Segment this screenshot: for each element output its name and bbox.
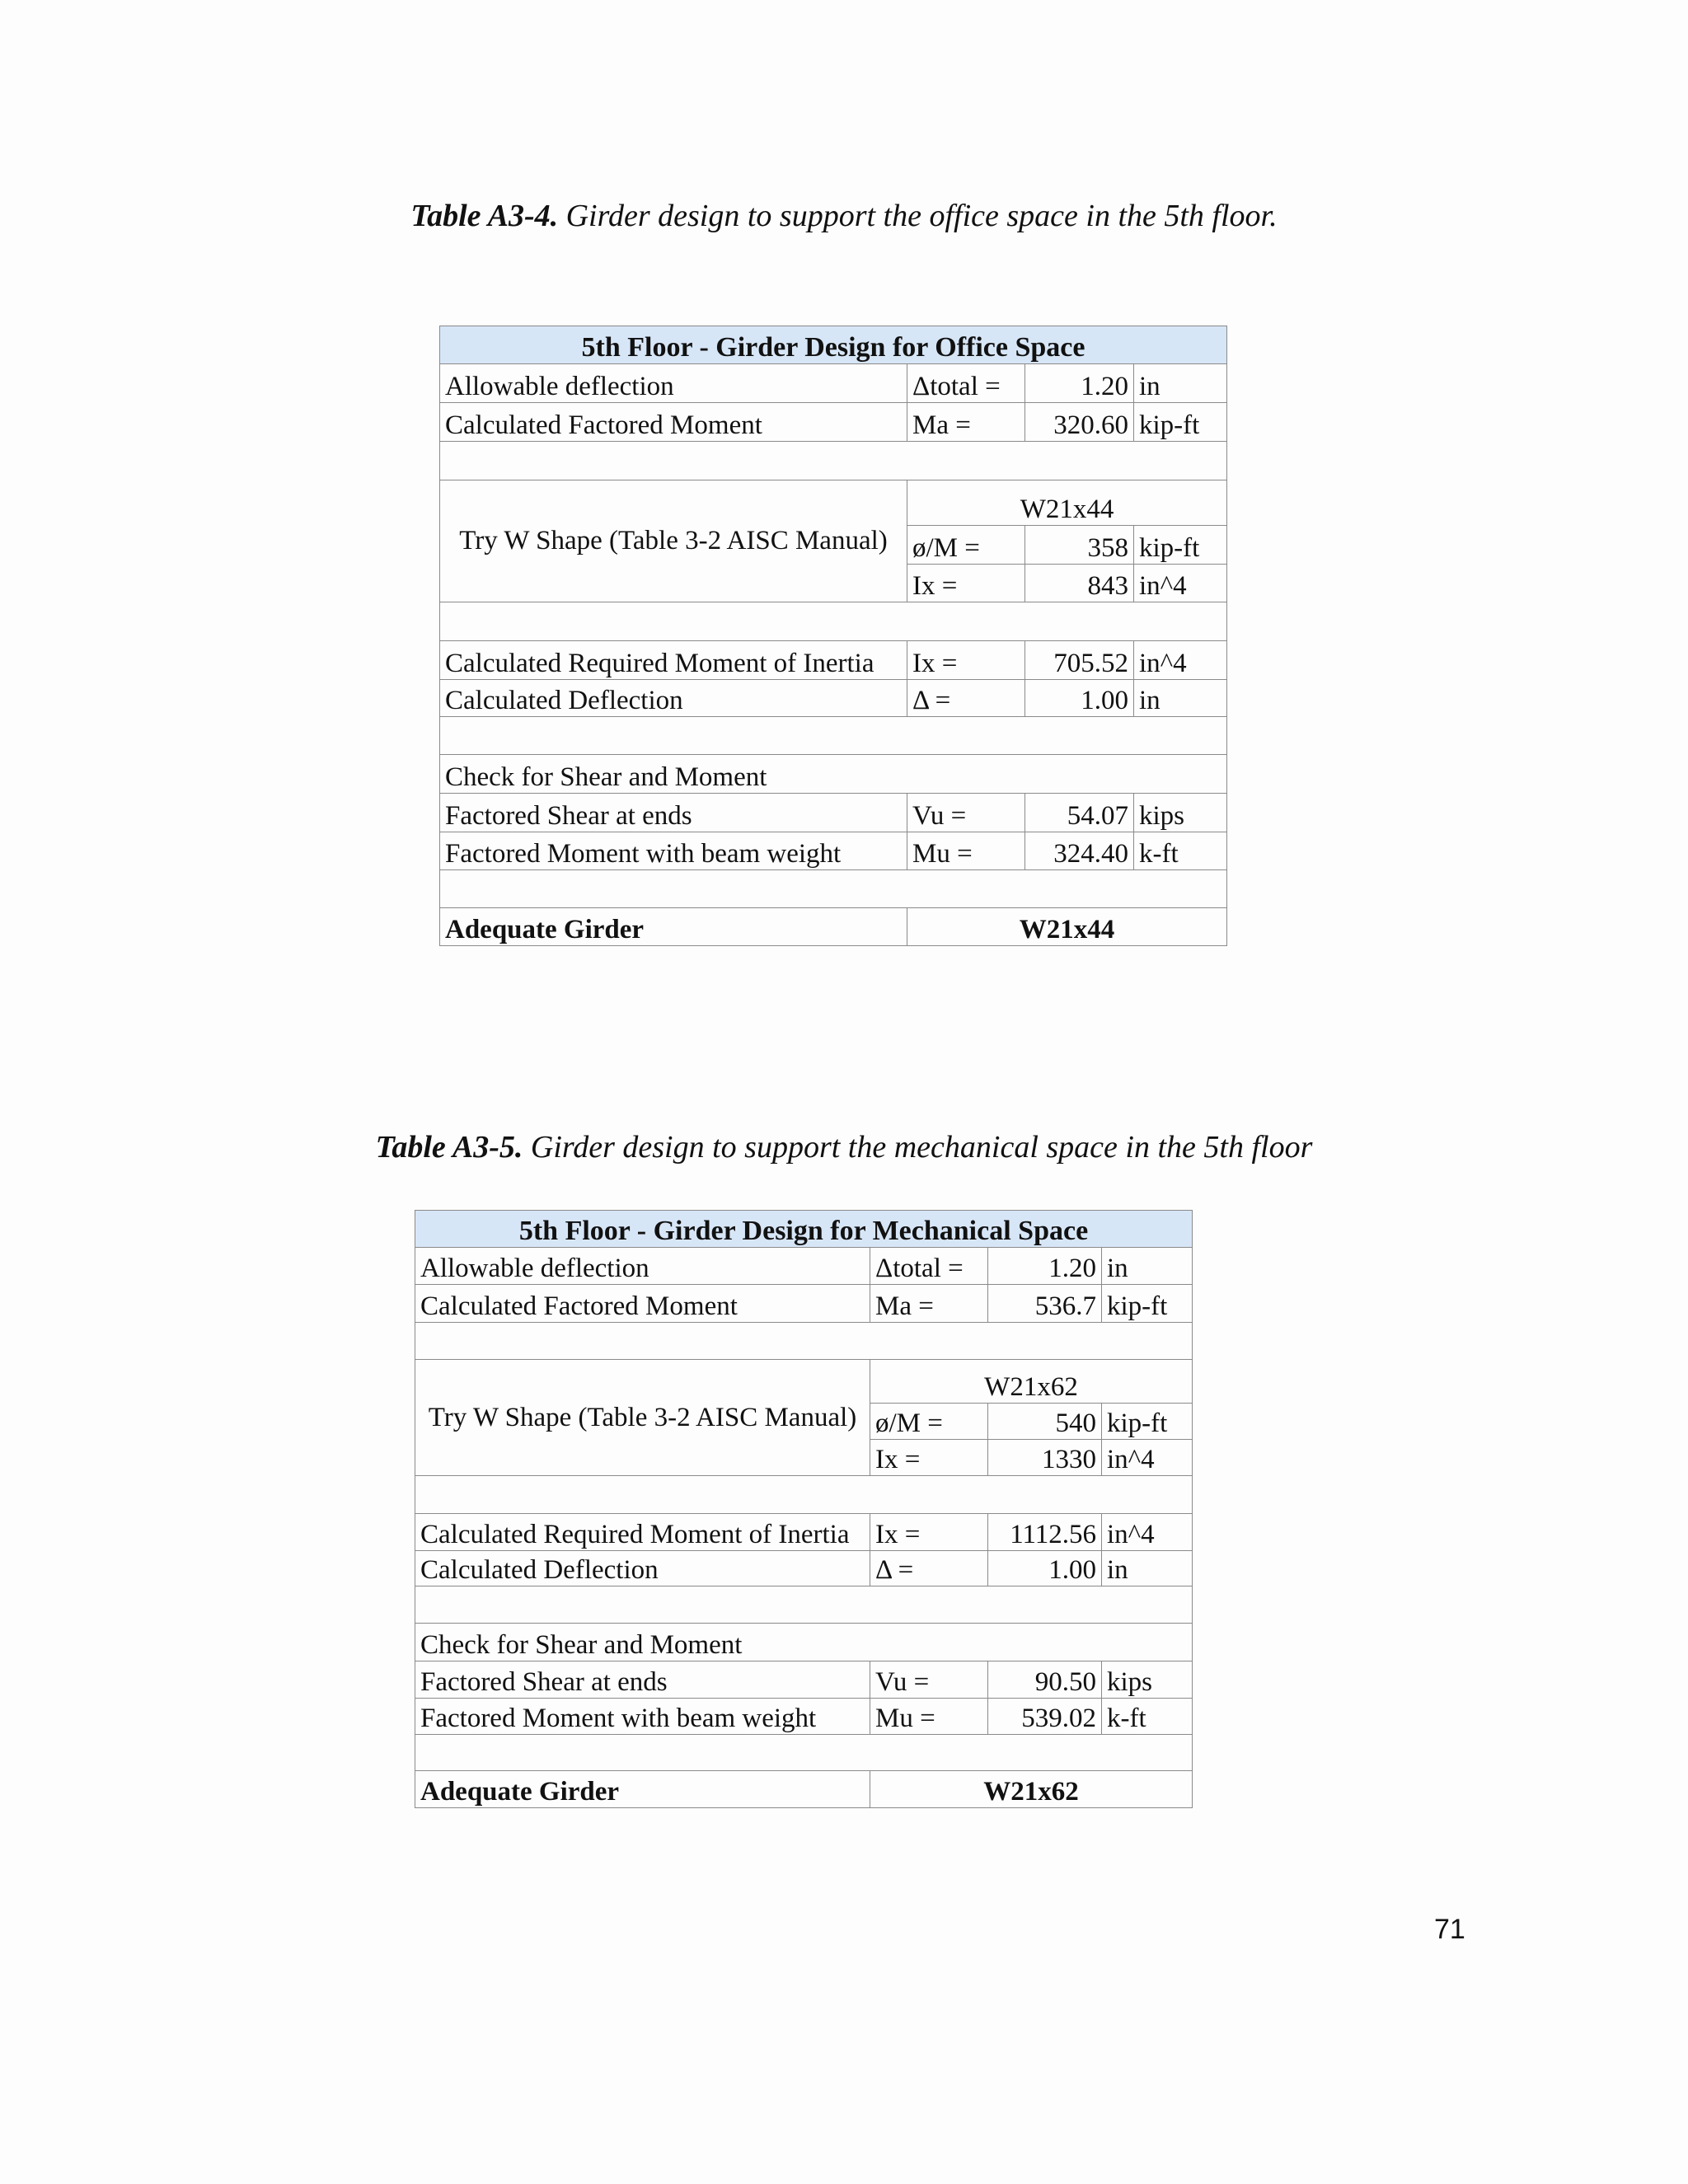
value-cell: 1.20 xyxy=(1025,364,1134,403)
row-label: Factored Shear at ends xyxy=(440,794,907,832)
trial-shape: W21x62 xyxy=(870,1360,1193,1404)
symbol-cell: Ix = xyxy=(907,641,1025,680)
girder-design-table xyxy=(415,1210,1193,1808)
value-cell: 320.60 xyxy=(1025,403,1134,442)
value-cell: 705.52 xyxy=(1025,641,1134,680)
spacer-row xyxy=(440,442,1227,480)
caption-text: Girder design to support the mechanical space in the 5th floor xyxy=(523,1130,1313,1165)
adequate-girder-shape: W21x62 xyxy=(870,1771,1193,1808)
value-cell: 358 xyxy=(1025,526,1134,565)
spacer-row xyxy=(415,1735,1193,1771)
value-cell: 536.7 xyxy=(988,1285,1102,1323)
value-cell: 90.50 xyxy=(988,1661,1102,1699)
adequate-girder-label: Adequate Girder xyxy=(440,908,907,946)
symbol-cell: Δtotal = xyxy=(907,364,1025,403)
symbol-cell: Δ = xyxy=(907,680,1025,717)
caption-label: Table A3-5. xyxy=(375,1130,523,1165)
unit-cell: kip-ft xyxy=(1134,403,1227,442)
unit-cell: in xyxy=(1134,680,1227,717)
row-label: Factored Moment with beam weight xyxy=(415,1699,870,1735)
symbol-cell: Mu = xyxy=(870,1699,988,1735)
row-label: Calculated Required Moment of Inertia xyxy=(415,1514,870,1551)
value-cell: 1.00 xyxy=(1025,680,1134,717)
row-label: Factored Moment with beam weight xyxy=(440,832,907,870)
value-cell: 539.02 xyxy=(988,1699,1102,1735)
unit-cell: in xyxy=(1134,364,1227,403)
adequate-girder-label: Adequate Girder xyxy=(415,1771,870,1808)
unit-cell: in^4 xyxy=(1134,565,1227,602)
row-label: Calculated Factored Moment xyxy=(415,1285,870,1323)
section-label: Check for Shear and Moment xyxy=(415,1624,1193,1661)
table-caption xyxy=(0,1129,1688,1165)
value-cell: 1.20 xyxy=(988,1248,1102,1285)
value-cell: 1.00 xyxy=(988,1551,1102,1586)
value-cell: 1112.56 xyxy=(988,1514,1102,1551)
unit-cell: k-ft xyxy=(1102,1699,1193,1735)
row-label: Allowable deflection xyxy=(415,1248,870,1285)
unit-cell: in^4 xyxy=(1102,1514,1193,1551)
symbol-cell: Vu = xyxy=(870,1661,988,1699)
unit-cell: in^4 xyxy=(1134,641,1227,680)
spacer-row xyxy=(440,870,1227,908)
unit-cell: kip-ft xyxy=(1102,1404,1193,1440)
spacer-row xyxy=(415,1476,1193,1514)
caption-text: Girder design to support the office space in the 5th floor. xyxy=(558,199,1278,233)
symbol-cell: Ix = xyxy=(870,1514,988,1551)
unit-cell: kip-ft xyxy=(1102,1285,1193,1323)
value-cell: 1330 xyxy=(988,1440,1102,1476)
symbol-cell: Ma = xyxy=(907,403,1025,442)
row-label: Calculated Required Moment of Inertia xyxy=(440,641,907,680)
caption-label: Table A3-4. xyxy=(410,199,559,233)
value-cell: 324.40 xyxy=(1025,832,1134,870)
girder-design-table xyxy=(439,326,1227,946)
unit-cell: kip-ft xyxy=(1134,526,1227,565)
unit-cell: k-ft xyxy=(1134,832,1227,870)
symbol-cell: Vu = xyxy=(907,794,1025,832)
table-title: 5th Floor - Girder Design for Office Space xyxy=(440,326,1227,364)
symbol-cell: Δ = xyxy=(870,1551,988,1586)
page-number: 71 xyxy=(1434,1914,1465,1945)
row-label: Calculated Factored Moment xyxy=(440,403,907,442)
value-cell: 540 xyxy=(988,1404,1102,1440)
symbol-cell: Mu = xyxy=(907,832,1025,870)
row-label: Allowable deflection xyxy=(440,364,907,403)
value-cell: 843 xyxy=(1025,565,1134,602)
symbol-cell: ø/M = xyxy=(907,526,1025,565)
section-label: Check for Shear and Moment xyxy=(440,755,1227,794)
spacer-row xyxy=(440,717,1227,755)
row-label: Calculated Deflection xyxy=(440,680,907,717)
try-shape-label: Try W Shape (Table 3-2 AISC Manual) xyxy=(415,1360,870,1476)
unit-cell: kips xyxy=(1134,794,1227,832)
unit-cell: in^4 xyxy=(1102,1440,1193,1476)
try-shape-label: Try W Shape (Table 3-2 AISC Manual) xyxy=(440,480,907,602)
unit-cell: in xyxy=(1102,1551,1193,1586)
symbol-cell: Ix = xyxy=(907,565,1025,602)
spacer-row xyxy=(415,1586,1193,1624)
row-label: Calculated Deflection xyxy=(415,1551,870,1586)
symbol-cell: Ma = xyxy=(870,1285,988,1323)
symbol-cell: Δtotal = xyxy=(870,1248,988,1285)
spacer-row xyxy=(440,602,1227,641)
spacer-row xyxy=(415,1323,1193,1360)
unit-cell: in xyxy=(1102,1248,1193,1285)
row-label: Factored Shear at ends xyxy=(415,1661,870,1699)
adequate-girder-shape: W21x44 xyxy=(907,908,1227,946)
trial-shape: W21x44 xyxy=(907,480,1227,526)
unit-cell: kips xyxy=(1102,1661,1193,1699)
table-caption xyxy=(0,198,1688,234)
table-title: 5th Floor - Girder Design for Mechanical Space xyxy=(415,1211,1193,1248)
value-cell: 54.07 xyxy=(1025,794,1134,832)
symbol-cell: ø/M = xyxy=(870,1404,988,1440)
symbol-cell: Ix = xyxy=(870,1440,988,1476)
